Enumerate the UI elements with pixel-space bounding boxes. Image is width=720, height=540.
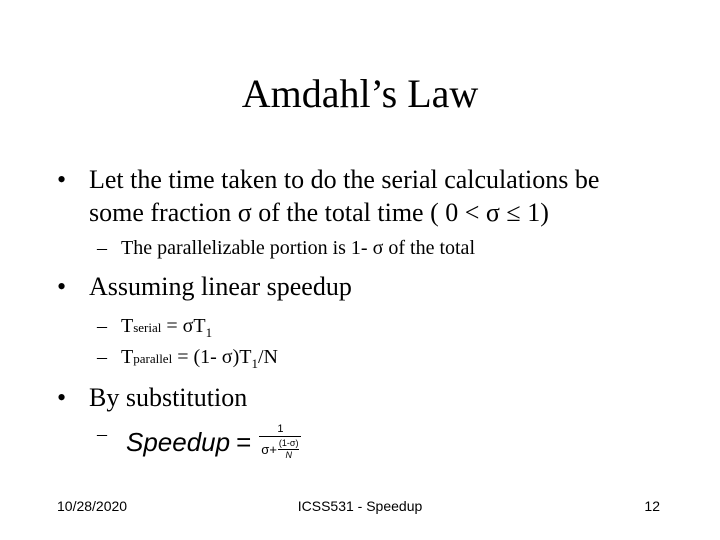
footer-title: ICSS531 - Speedup [297, 498, 423, 514]
formula-equals: = [236, 426, 252, 457]
formula-sigma: σ [261, 442, 270, 457]
formula-fraction [259, 423, 301, 461]
sub-bullet-dash: – [97, 315, 107, 337]
t-serial-equation: Tserial = $\sigma T_1$ [121, 315, 213, 340]
bullet-dot: • [57, 272, 67, 301]
footer-page-number: 12 [644, 498, 660, 514]
bullet-dot: • [57, 165, 67, 194]
bullet-dot: • [57, 383, 67, 412]
sub-bullet-dash: – [97, 423, 107, 445]
formula-inner-denominator: N [285, 450, 292, 460]
t-parallel-equation: Tparallel = (1- $\sigma)T_1/N$ [121, 346, 278, 371]
footer-date: 10/28/2020 [57, 498, 128, 514]
formula-plus: + [269, 442, 277, 457]
bullet-3-line-1: By substitution [89, 383, 248, 412]
bullet-1-line-1: Let the time taken to do the serial calculations be [89, 165, 600, 194]
formula-inner-fraction [278, 438, 300, 461]
formula-denominator [259, 436, 301, 461]
formula-lhs: Speedup [126, 426, 231, 457]
sub-bullet-dash: – [97, 237, 107, 259]
speedup-formula [126, 418, 301, 466]
bullet-1-line-2: some fraction σ of the total time ( 0 < σ ≤ 1) [89, 198, 549, 227]
sub-bullet-text: The parallelizable portion is 1- σ of the total [121, 237, 475, 259]
sub-bullet-dash: – [97, 346, 107, 368]
formula-inner-numerator: (1-σ) [278, 438, 299, 448]
slide-title: Amdahl’s Law [241, 71, 479, 116]
bullet-2-line-1: Assuming linear speedup [89, 272, 352, 301]
formula-numerator: 1 [277, 423, 284, 435]
